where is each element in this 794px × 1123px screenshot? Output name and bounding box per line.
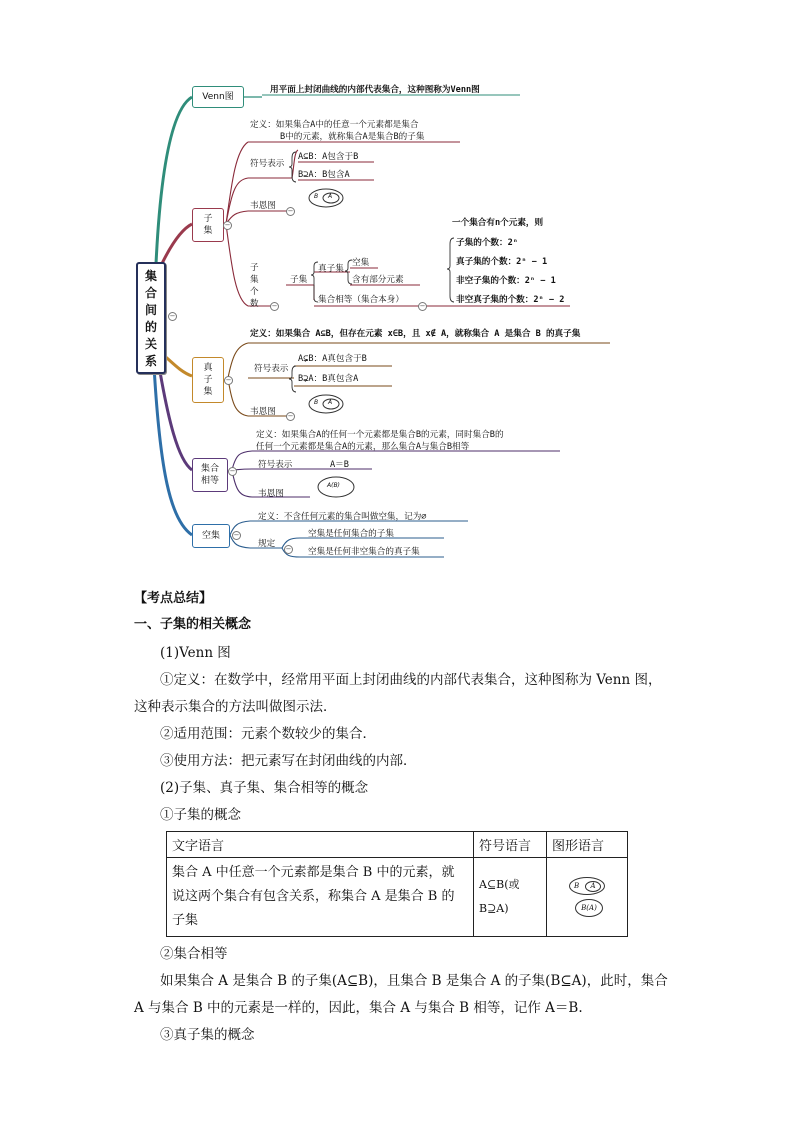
- collapse-toggle-icon[interactable]: −: [287, 207, 294, 215]
- subset-proper: 真子集: [318, 264, 344, 274]
- table-cell-venn: [547, 858, 628, 937]
- venn-outer-label: B: [314, 399, 319, 406]
- venn-inner-label: A: [328, 399, 333, 406]
- node-label-char: 合: [210, 463, 220, 474]
- node-subset: [192, 208, 224, 242]
- section-heading: 一、子集的相关概念: [134, 617, 252, 632]
- node-label: 集: [203, 387, 213, 398]
- count-2: 真子集的个数：2ⁿ − 1: [456, 257, 548, 267]
- para: 如果集合 A 是集合 B 的子集(A⊆B)，且集合 B 是集合 A 的子集(B⊆A)，此时，集合: [160, 973, 668, 989]
- subset-concept-table: [166, 831, 628, 937]
- para: ③使用方法：把元素写在封闭曲线的内部．: [160, 753, 417, 769]
- proper-sym-2: B⊋A：B真包含A: [298, 374, 359, 384]
- node-label: [201, 463, 219, 475]
- node-label-char: 等: [210, 476, 220, 486]
- equal-symbol-label: 符号表示: [258, 460, 293, 470]
- collapse-toggle-icon[interactable]: −: [224, 221, 231, 229]
- venn-inner-label: A: [590, 882, 596, 890]
- node-set-equal: [192, 458, 228, 492]
- collapse-toggle-icon[interactable]: −: [233, 531, 240, 539]
- subset-equal: 集合相等（集合本身）: [318, 295, 404, 305]
- para: (2)子集、真子集、集合相等的概念: [160, 780, 369, 796]
- count-1: 子集的个数：2ⁿ: [456, 238, 518, 248]
- venn-inner-ellipse: [585, 881, 601, 892]
- table-header: 符号语言: [474, 832, 547, 858]
- collapse-toggle-icon[interactable]: −: [419, 302, 426, 310]
- collapse-toggle-icon[interactable]: −: [169, 312, 176, 320]
- cell-line: 集合 A 中任意一个元素都是集合 B 中的元素，就: [172, 865, 455, 880]
- table-cell: [167, 858, 474, 937]
- count-3: 非空子集的个数：2ⁿ − 1: [456, 276, 556, 286]
- venn-outer-label: B: [574, 882, 580, 890]
- venn-equal-label: B(A): [581, 904, 597, 912]
- root-char: 系: [144, 354, 157, 368]
- cell-line: 说这两个集合有包含关系，称集合 A 是集合 B 的: [172, 889, 455, 904]
- collapse-toggle-icon[interactable]: −: [271, 302, 278, 310]
- proper-sym-1: A⊊B：A真包含于B: [298, 354, 367, 364]
- subset-sym-2: B⊇A：B包含A: [298, 170, 350, 180]
- para: ③真子集的概念: [160, 1027, 255, 1043]
- count-label-char: 子: [250, 263, 259, 273]
- root-char: 的: [144, 320, 157, 334]
- proper-def: 定义：如果集合 A⊆B，但存在元素 x∈B，且 x∉ A，就称集合 A 是集合 B 的真子集: [250, 329, 581, 339]
- proper-symbol-label: 符号表示: [254, 364, 289, 374]
- count-intro: 一个集合有n个元素，则: [452, 218, 544, 228]
- empty-rule-2: 空集是任何非空集合的真子集: [308, 547, 420, 557]
- root-char: 关: [144, 337, 157, 351]
- subset-venn-label: 韦恩图: [250, 201, 276, 211]
- node-label-char: 相: [200, 476, 210, 486]
- para: ②适用范围：元素个数较少的集合．: [160, 726, 376, 742]
- table-cell: [474, 858, 547, 937]
- table-row: [167, 832, 628, 858]
- cell-line: B⊇A): [479, 902, 509, 915]
- venn-equal-icon: [575, 899, 603, 917]
- equal-def-2: 任何一个元素都是集合A的元素，那么集合A与集合B相等: [256, 442, 470, 452]
- venn-desc: 用平面上封闭曲线的内部代表集合，这种图称为Venn图: [270, 85, 480, 95]
- node-label-char: 集: [200, 463, 210, 474]
- para: ①子集的概念: [160, 807, 241, 823]
- node-label: [201, 475, 219, 487]
- collapse-toggle-icon[interactable]: −: [287, 412, 294, 420]
- subset-count-label: [250, 262, 260, 310]
- empty-rule-label: 规定: [258, 539, 276, 549]
- equal-venn-label: 韦恩图: [258, 489, 284, 499]
- para: ②集合相等: [160, 946, 228, 962]
- node-label: 真: [203, 362, 213, 373]
- subset-symbol-label: 符号表示: [250, 159, 285, 169]
- table-header: 文字语言: [167, 832, 474, 858]
- node-empty-set: [192, 524, 230, 548]
- node-venn: [192, 86, 244, 108]
- equal-def-1: 定义：如果集合A的任何一个元素都是集合B的元素，同时集合B的: [256, 430, 504, 440]
- subset-sym-1: A⊆B：A包含于B: [298, 152, 359, 162]
- cell-line: A⊆B(或: [479, 878, 520, 891]
- subset-def-2: B中的元素，就称集合A是集合B的子集: [280, 132, 425, 142]
- root-char: 合: [144, 286, 157, 300]
- collapse-toggle-icon[interactable]: −: [285, 545, 292, 553]
- para: (1)Venn 图: [160, 645, 231, 661]
- empty-rule-1: 空集是任何集合的子集: [308, 529, 394, 539]
- node-proper-subset: [192, 357, 224, 403]
- collapse-toggle-icon[interactable]: −: [229, 467, 236, 475]
- root-char: 集: [144, 269, 157, 283]
- node-label: 集: [203, 226, 213, 236]
- node-label: 子: [203, 374, 213, 385]
- venn-inner-label: A: [328, 193, 333, 200]
- empty-def: 定义：不含任何元素的集合叫做空集，记为∅: [258, 512, 427, 522]
- equal-sym: A＝B: [330, 460, 349, 470]
- node-label: 空集: [201, 530, 220, 541]
- node-label: 子: [203, 213, 213, 224]
- subset-partial: 含有部分元素: [352, 275, 404, 285]
- count-4: 非空真子集的个数：2ⁿ − 2: [456, 295, 565, 305]
- para: 这种表示集合的方法叫做图示法．: [134, 699, 337, 715]
- node-label: Venn图: [202, 91, 234, 102]
- para: A 与集合 B 中的元素是一样的，因此，集合 A 与集合 B 相等，记作 A＝B.: [134, 1000, 583, 1016]
- venn-equal-label: A(B): [327, 482, 340, 489]
- table-row: [167, 858, 628, 937]
- count-label-char: 个: [250, 287, 259, 297]
- subset-child: 子集: [290, 275, 308, 285]
- venn-diagram-icon: [569, 877, 605, 895]
- table-header: 图形语言: [547, 832, 628, 858]
- subset-def-1: 定义：如果集合A中的任意一个元素都是集合: [250, 120, 419, 130]
- collapse-toggle-icon[interactable]: −: [225, 376, 232, 384]
- count-label-char: 数: [250, 299, 259, 309]
- root-node: [136, 262, 166, 374]
- para: ①定义：在数学中，经常用平面上封闭曲线的内部代表集合，这种图称为 Venn 图，: [160, 672, 662, 688]
- proper-venn-label: 韦恩图: [250, 407, 276, 417]
- venn-outer-label: B: [314, 193, 319, 200]
- cell-line: 子集: [172, 913, 199, 928]
- summary-heading: 【考点总结】: [134, 591, 213, 606]
- subset-empty: 空集: [352, 258, 370, 268]
- count-label-char: 集: [250, 275, 259, 285]
- root-char: 间: [144, 303, 157, 317]
